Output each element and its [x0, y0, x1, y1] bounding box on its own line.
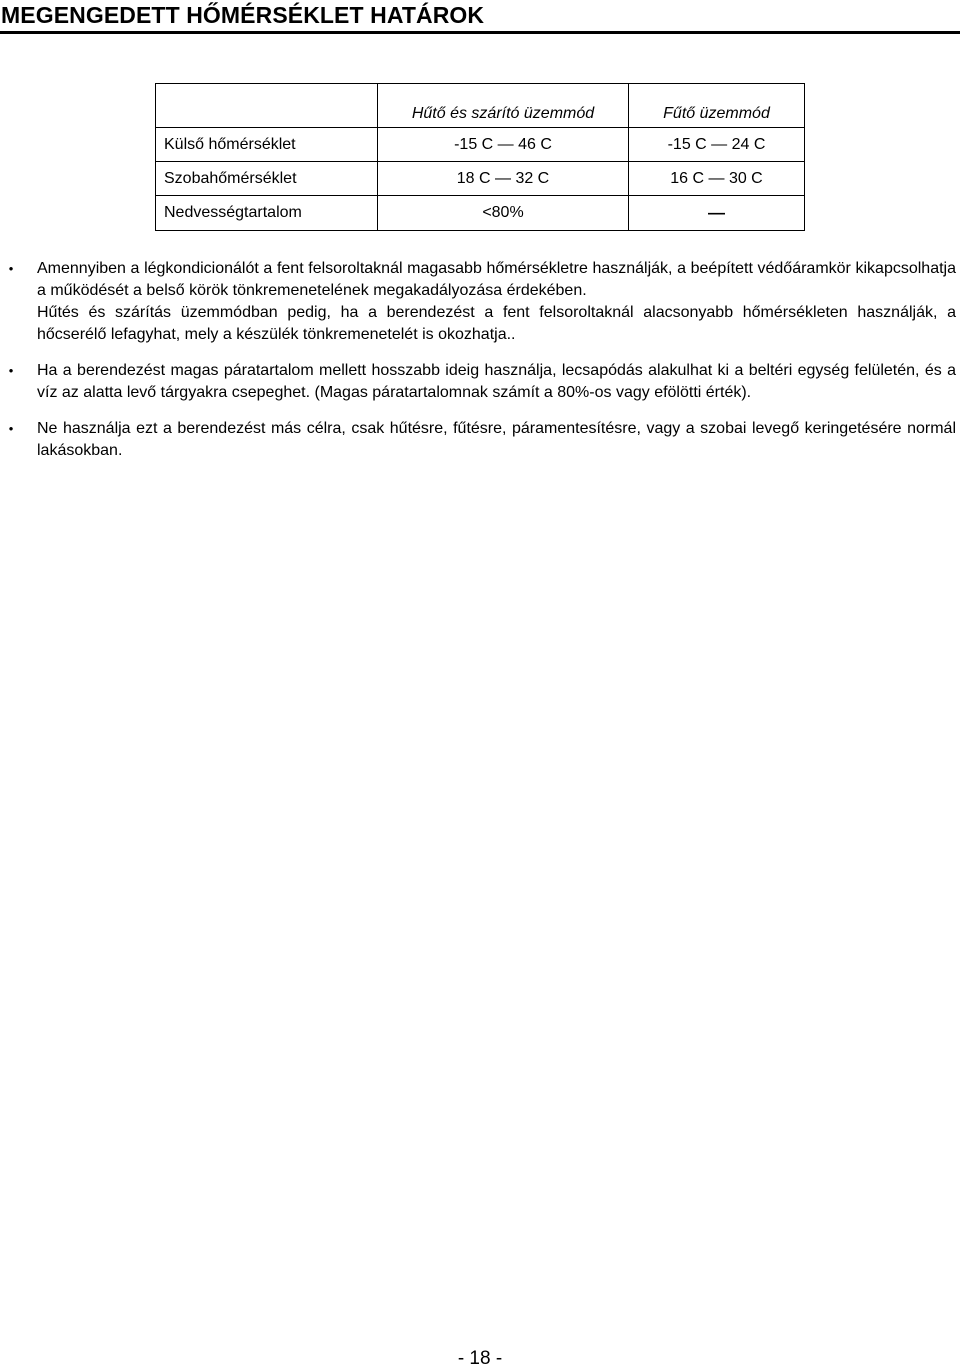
list-item	[0, 258, 960, 346]
table-cell-cooling: <80%	[378, 196, 629, 231]
page-title: MEGENGEDETT HŐMÉRSÉKLET HATÁROK	[0, 0, 960, 34]
table-header-corner	[156, 84, 378, 128]
temperature-limits-table	[155, 83, 805, 231]
note-paragraph: Amennyiben a légkondicionálót a fent felsoroltaknál magasabb hőmérsékletre használják, a beépített védőáramkör kikapcsolhatja a működését a belső körök tönkremenetelének megakadályozása érdekében.	[37, 260, 956, 299]
list-item	[0, 418, 960, 462]
table-cell-cooling: -15 C — 46 C	[378, 128, 629, 162]
table-row-label: Külső hőmérséklet	[156, 128, 378, 162]
note-paragraph: Ne használja ezt a berendezést más célra, csak hűtésre, fűtésre, páramentesítésre, vagy a szobai levegő keringetésére normál lakásokban.	[37, 420, 956, 459]
table-header-row	[156, 84, 805, 128]
table-cell-cooling: 18 C — 32 C	[378, 162, 629, 196]
table-row	[156, 196, 805, 231]
table-cell-heating: 16 C — 30 C	[629, 162, 805, 196]
table-cell-heating: -15 C — 24 C	[629, 128, 805, 162]
table-row-label: Nedvességtartalom	[156, 196, 378, 231]
note-paragraph: Ha a berendezést magas páratartalom mellett hosszabb ideig használja, lecsapódás alakulhat ki a beltéri egység felületén, és a víz az alatta levő tárgyakra csepeghet. (Magas páratartalomnak számít a 80%-os vagy efölötti érték).	[37, 362, 956, 401]
note-paragraph: Hűtés és szárítás üzemmódban pedig, ha a berendezést a fent felsoroltaknál alacsonyabb hőmérsékleten használják, a hőcserélő lefagyhat, mely a készülék tönkremenetelét is okozhatja..	[37, 304, 956, 343]
bullet-icon: •	[8, 261, 14, 276]
notes-list	[0, 258, 960, 476]
table-header-cooling-drying: Hűtő és szárító üzemmód	[378, 84, 629, 128]
bullet-icon: •	[8, 421, 14, 436]
table-header-heating: Fűtő üzemmód	[629, 84, 805, 128]
table-cell-heating: —	[629, 196, 805, 231]
list-item	[0, 360, 960, 404]
table-row	[156, 162, 805, 196]
table-row-label: Szobahőmérséklet	[156, 162, 378, 196]
table-row	[156, 128, 805, 162]
bullet-icon: •	[8, 363, 14, 378]
page-number: - 18 -	[457, 1348, 503, 1369]
